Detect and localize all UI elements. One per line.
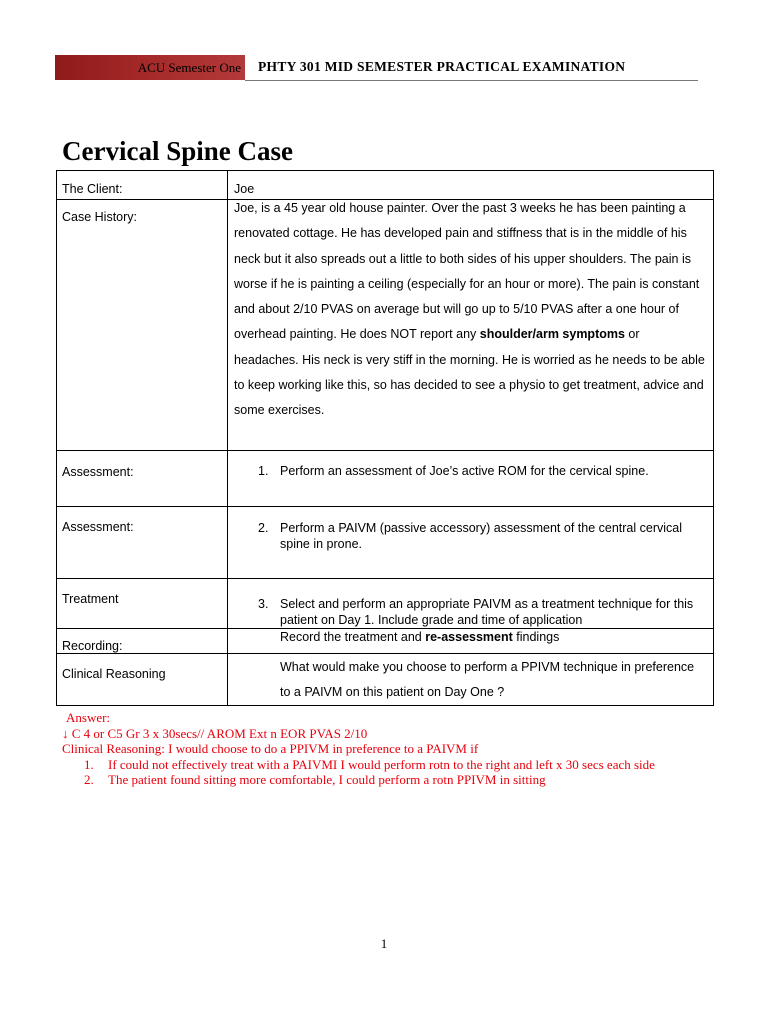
history-text-bold: shoulder/arm symptoms <box>479 327 625 342</box>
reasoning-cell <box>228 654 714 706</box>
answer-item-2-text: The patient found sitting more comfortable, I could perform a rotn PPIVM in sitting <box>108 772 546 787</box>
history-text-cell <box>228 200 714 451</box>
assessment2-text: Perform a PAIVM (passive accessory) assessment of the central cervical spine in prone. <box>280 521 682 551</box>
header-title: PHTY 301 MID SEMESTER PRACTICAL EXAMINATION <box>258 59 626 74</box>
history-text-part1: Joe, is a 45 year old house painter. Over the past 3 weeks he has been painting a renovated cottage. He has developed pain and stiffness that is in the middle of his neck but it also spreads out a little to both sides of his upper shoulders. The pain is worse if he is painting a ceiling (especially for an hour or more). The pain is constant and about 2/10 PVAS on average but will go up to 5/10 PVAS after a one hour of overhead painting. He does NOT report any <box>234 201 700 342</box>
treatment-cell <box>228 579 714 629</box>
assessment2-label-cell <box>57 507 228 579</box>
page-number: 1 <box>380 936 388 951</box>
treatment-text: Select and perform an appropriate PAIVM as a treatment technique for this patient on Day 1. Include grade and time of application <box>280 597 694 627</box>
answer-item-2-num: 2. <box>84 772 94 787</box>
row-treatment <box>57 579 714 629</box>
history-text-part2: or headaches. His neck is very stiff in the morning. He is worried as he needs to be able to keep working like this, so has decided to see a physio to get treatment, advice and some exercises. <box>234 327 705 418</box>
assessment1-cell <box>228 451 714 507</box>
assessment2-cell <box>228 507 714 579</box>
recording-item <box>228 629 713 645</box>
row-assessment-2 <box>57 507 714 579</box>
recording-text-b: findings <box>512 630 560 644</box>
reasoning-label: Clinical Reasoning <box>62 667 166 681</box>
assessment1-label: Assessment: <box>62 465 134 479</box>
answer-list-item <box>62 772 722 788</box>
header-badge <box>55 55 245 80</box>
assessment2-item <box>228 520 713 552</box>
reasoning-item: What would make you choose to perform a PPIVM technique in preference to a PAIVM on this patient on Day One ? <box>280 660 695 699</box>
assessment1-item <box>228 463 713 479</box>
reasoning-label-cell <box>57 654 228 706</box>
client-label: The Client: <box>62 182 123 196</box>
recording-label-cell <box>57 629 228 654</box>
treatment-label: Treatment <box>62 592 119 606</box>
answer-block <box>62 710 722 788</box>
recording-text-bold: re-assessment <box>425 630 513 644</box>
client-label-cell <box>57 171 228 200</box>
assessment2-label: Assessment: <box>62 520 134 534</box>
assessment1-text: Perform an assessment of Joe’s active ROM for the cervical spine. <box>280 464 649 478</box>
treatment-label-cell <box>57 579 228 629</box>
recording-label: Recording: <box>62 639 123 653</box>
row-case-history <box>57 200 714 451</box>
header-rule <box>245 80 698 81</box>
row-clinical-reasoning <box>57 654 714 706</box>
assessment2-num: 2. <box>258 521 269 535</box>
row-recording <box>57 629 714 654</box>
case-table <box>56 170 714 706</box>
answer-item-1-num: 1. <box>84 756 94 772</box>
row-assessment-1 <box>57 451 714 507</box>
assessment1-num: 1. <box>258 464 269 478</box>
history-label-cell <box>57 200 228 451</box>
client-value: Joe <box>234 182 255 196</box>
page-title: Cervical Spine Case <box>62 136 293 166</box>
recording-text-a: Record the treatment and <box>280 630 426 644</box>
history-text <box>228 196 713 424</box>
assessment1-label-cell <box>57 451 228 507</box>
answer-list-item <box>62 757 722 773</box>
answer-line-2: Clinical Reasoning: I would choose to do a PPIVM in preference to a PAIVM if <box>62 741 479 756</box>
treatment-item <box>228 596 713 628</box>
treatment-num: 3. <box>258 597 269 611</box>
answer-item-1-text: If could not effectively treat with a PAIVMI I would perform rotn to the right and left x 30 secs each side <box>108 756 655 772</box>
recording-cell <box>228 629 714 654</box>
answer-line-1: ↓ C 4 or C5 Gr 3 x 30secs// AROM Ext n EOR PVAS 2/10 <box>62 725 368 741</box>
history-label: Case History: <box>62 210 138 224</box>
header-badge-label: ACU Semester One <box>137 60 241 75</box>
answer-heading: Answer: <box>66 710 111 725</box>
